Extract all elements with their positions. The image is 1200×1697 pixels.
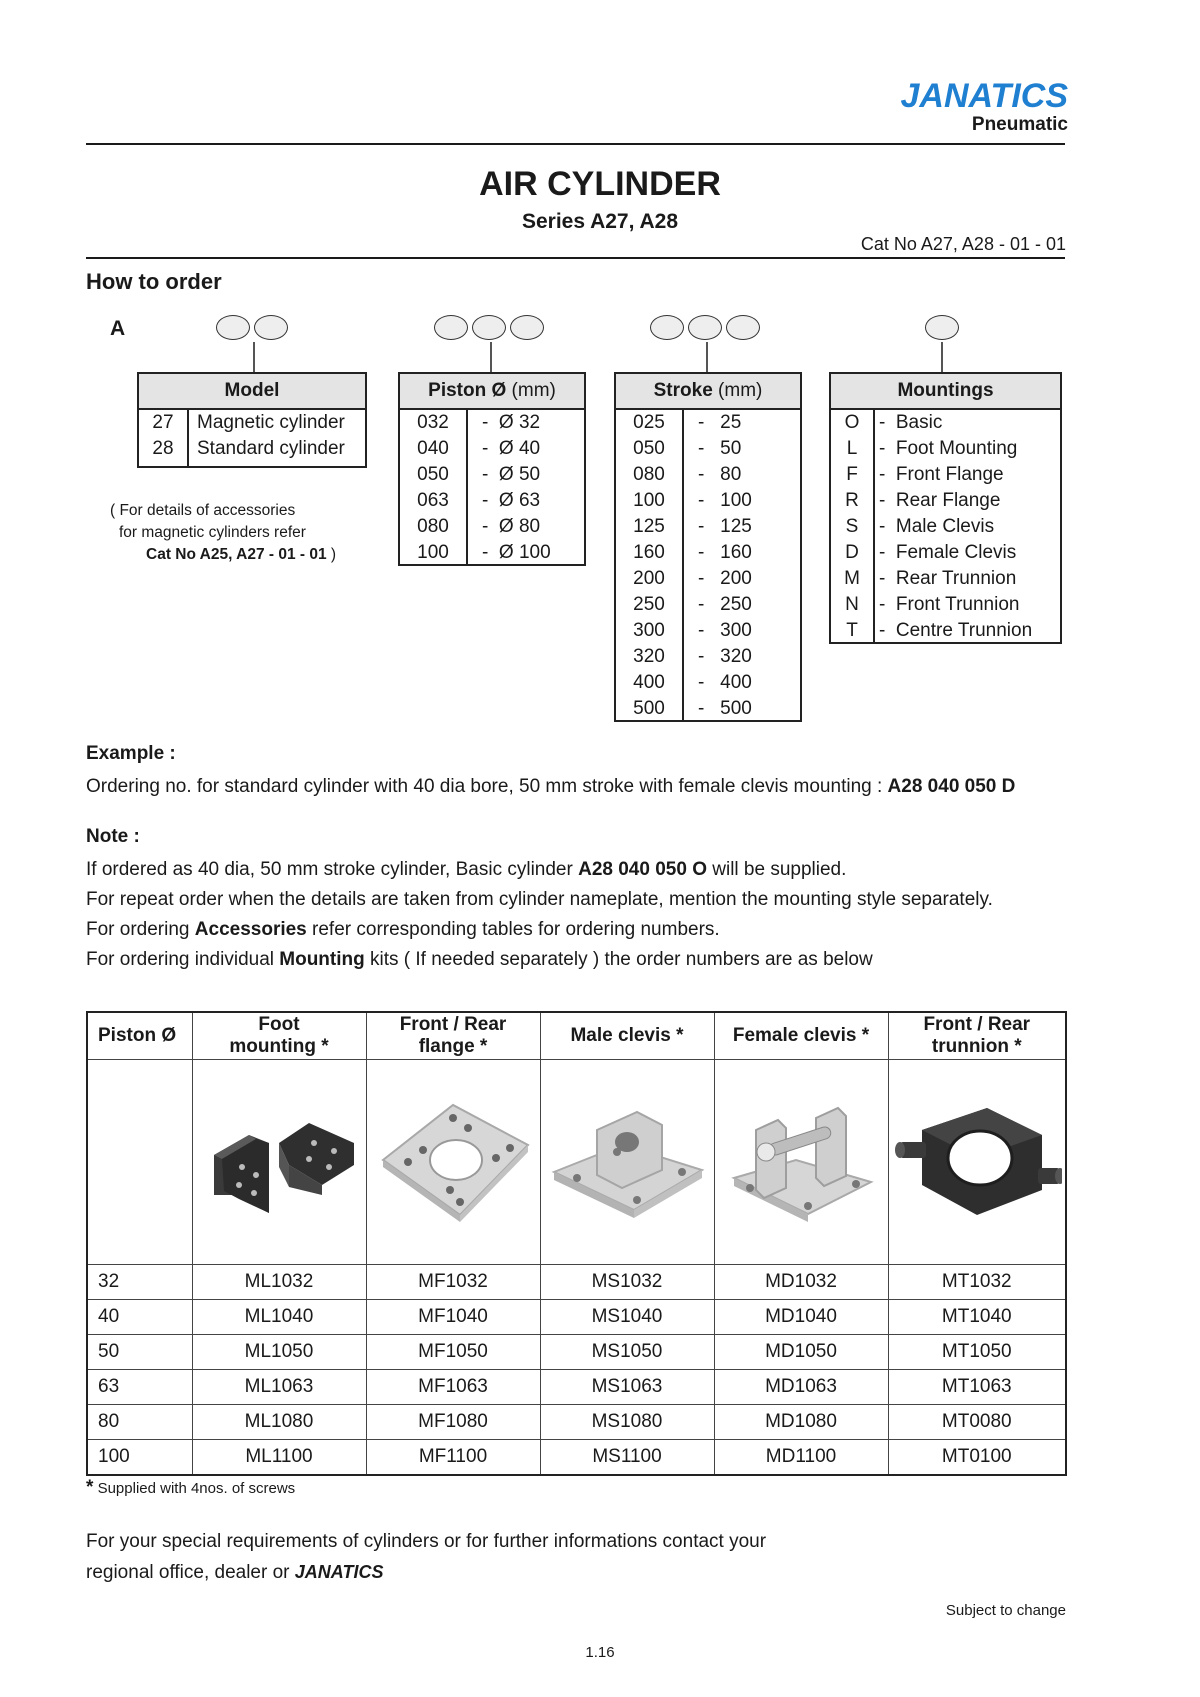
piston-row (400, 488, 584, 514)
piston-row-desc: - Ø 63 (482, 490, 541, 511)
piston-row-desc: - Ø 50 (482, 464, 541, 485)
piston-row-code: 080 (417, 516, 449, 537)
mounting-row-code: M (844, 568, 860, 589)
kits-header-female-clevis: Female clevis * (714, 1012, 888, 1060)
model-connector (253, 342, 255, 373)
kits-row (87, 1300, 1066, 1335)
stroke-row-desc: - 500 (698, 698, 752, 719)
kits-part-number-cell: MD1080 (714, 1405, 888, 1440)
kits-part-number-cell: MS1063 (540, 1370, 714, 1405)
mounting-row-desc: - Rear Flange (879, 490, 1001, 511)
stroke-row (616, 618, 800, 644)
mounting-slot-oval (925, 315, 959, 340)
note-heading: Note : (86, 826, 140, 847)
closing-brand: JANATICS (294, 1562, 384, 1582)
kits-row (87, 1335, 1066, 1370)
note-line-2: For repeat order when the details are taken from cylinder nameplate, mention the mounting style separately. (86, 889, 993, 910)
kits-header-trunnion: Front / Rear trunnion * (888, 1012, 1066, 1060)
brand-subtitle: Pneumatic (971, 114, 1068, 135)
kits-row (87, 1265, 1066, 1300)
kits-part-number-cell: MF1032 (366, 1265, 540, 1300)
stroke-slot-oval (726, 315, 760, 340)
model-table-header: Model (139, 374, 365, 410)
example-heading: Example : (86, 743, 176, 764)
mountings-table (829, 372, 1062, 644)
piston-row (400, 436, 584, 462)
stroke-row-code: 050 (633, 438, 665, 459)
stroke-row (616, 462, 800, 488)
brand-logo: JANATICS (900, 77, 1068, 115)
model-row-code: 28 (152, 438, 174, 459)
model-row-code: 27 (152, 412, 174, 433)
stroke-row-desc: - 160 (698, 542, 752, 563)
kits-part-number-cell: MF1040 (366, 1300, 540, 1335)
mounting-row-desc: - Front Trunnion (879, 594, 1020, 615)
mountings-table-rows (831, 410, 1060, 644)
stroke-row-desc: - 300 (698, 620, 752, 641)
subject-to-change: Subject to change (945, 1602, 1066, 1619)
header-rule (86, 143, 1065, 145)
stroke-row-code: 250 (633, 594, 665, 615)
kits-part-number-cell: ML1050 (192, 1335, 366, 1370)
stroke-connector (706, 342, 708, 373)
piston-row (400, 540, 584, 566)
trunnion-image (888, 1060, 1066, 1265)
stroke-slot-oval (688, 315, 722, 340)
stroke-row-code: 080 (633, 464, 665, 485)
stroke-row-code: 300 (633, 620, 665, 641)
kits-part-number-cell: MT1040 (888, 1300, 1066, 1335)
piston-table (398, 372, 586, 566)
mounting-row (831, 618, 1060, 644)
kits-part-number-cell: MT1063 (888, 1370, 1066, 1405)
mounting-row (831, 410, 1060, 436)
example-code: A28 040 050 D (887, 776, 1016, 797)
kits-part-number-cell: MS1050 (540, 1335, 714, 1370)
piston-table-header: Piston Ø (mm) (400, 374, 584, 410)
piston-row (400, 514, 584, 540)
example-text: Ordering no. for standard cylinder with 40 dia bore, 50 mm stroke with female clevis mounting : A28 040 050 D (86, 776, 1016, 797)
mounting-row (831, 436, 1060, 462)
female-clevis-image (714, 1060, 888, 1265)
stroke-table-header: Stroke (mm) (616, 374, 800, 410)
stroke-row (616, 644, 800, 670)
stroke-row-desc: - 200 (698, 568, 752, 589)
accessory-note (110, 500, 380, 566)
stroke-row-desc: - 50 (698, 438, 742, 459)
mounting-row-code: S (845, 516, 859, 537)
kits-part-number-cell: MD1040 (714, 1300, 888, 1335)
piston-row-desc: - Ø 32 (482, 412, 541, 433)
page-subtitle: Series A27, A28 (521, 210, 679, 233)
piston-row-code: 032 (417, 412, 449, 433)
note-line-1: If ordered as 40 dia, 50 mm stroke cylinder, Basic cylinder A28 040 050 O will be supplied. (86, 859, 847, 880)
closing-text (86, 1527, 766, 1588)
kits-part-number-cell: MF1063 (366, 1370, 540, 1405)
stroke-row-code: 500 (633, 698, 665, 719)
piston-connector (490, 342, 492, 373)
kits-part-number-cell: ML1063 (192, 1370, 366, 1405)
kits-piston-cell: 100 (87, 1440, 192, 1476)
stroke-table-rows (616, 410, 800, 722)
stroke-row (616, 670, 800, 696)
kits-part-number-cell: MF1100 (366, 1440, 540, 1476)
stroke-row (616, 696, 800, 722)
mounting-row-desc: - Foot Mounting (879, 438, 1018, 459)
kits-row (87, 1370, 1066, 1405)
model-row-desc: Standard cylinder (197, 438, 345, 459)
kits-header-row (87, 1012, 1066, 1060)
mounting-connector (941, 342, 943, 373)
piston-row-desc: - Ø 80 (482, 516, 541, 537)
kits-header-piston: Piston Ø (87, 1012, 192, 1060)
stroke-row (616, 592, 800, 618)
kits-part-number-cell: MS1040 (540, 1300, 714, 1335)
kits-part-number-cell: ML1040 (192, 1300, 366, 1335)
piston-row-desc: - Ø 100 (482, 542, 551, 563)
mounting-row-code: R (845, 490, 859, 511)
kits-header-flange: Front / Rear flange * (366, 1012, 540, 1060)
mountings-table-header: Mountings (831, 374, 1060, 410)
mounting-row-desc: - Front Flange (879, 464, 1004, 485)
stroke-row-desc: - 400 (698, 672, 752, 693)
model-table (137, 372, 367, 468)
kits-header-foot: Foot mounting * (192, 1012, 366, 1060)
kits-image-row (87, 1060, 1066, 1265)
footnote: * Supplied with 4nos. of screws (86, 1477, 296, 1498)
page-number: 1.16 (585, 1644, 615, 1661)
stroke-row-desc: - 100 (698, 490, 752, 511)
kits-part-number-cell: MF1080 (366, 1405, 540, 1440)
kits-part-number-cell: MT0100 (888, 1440, 1066, 1476)
accessory-note-close: ) (326, 546, 337, 563)
kits-row (87, 1405, 1066, 1440)
kits-part-number-cell: MD1050 (714, 1335, 888, 1370)
accessory-note-line: ( For details of accessories (110, 502, 296, 519)
stroke-slot-oval (650, 315, 684, 340)
kits-part-number-cell: MD1100 (714, 1440, 888, 1476)
mounting-kits-table (86, 1011, 1067, 1476)
stroke-row (616, 514, 800, 540)
model-row (139, 410, 365, 436)
piston-row-desc: - Ø 40 (482, 438, 541, 459)
mounting-row (831, 514, 1060, 540)
stroke-row (616, 410, 800, 436)
flange-image (366, 1060, 540, 1265)
stroke-row-code: 400 (633, 672, 665, 693)
stroke-row-desc: - 320 (698, 646, 752, 667)
piston-row-code: 040 (417, 438, 449, 459)
kits-part-number-cell: MF1050 (366, 1335, 540, 1370)
mounting-row (831, 462, 1060, 488)
piston-row-code: 100 (417, 542, 449, 563)
kits-piston-cell: 32 (87, 1265, 192, 1300)
note-line-4: For ordering individual Mounting kits ( If needed separately ) the order numbers are as below (86, 949, 873, 970)
male-clevis-image (540, 1060, 714, 1265)
kits-piston-cell: 63 (87, 1370, 192, 1405)
model-row (139, 436, 365, 462)
accessory-note-line: for magnetic cylinders refer (119, 524, 306, 541)
mounting-row-code: O (844, 412, 860, 433)
stroke-row-code: 200 (633, 568, 665, 589)
stroke-row (616, 540, 800, 566)
model-row-desc: Magnetic cylinder (197, 412, 345, 433)
kits-header-male-clevis: Male clevis * (540, 1012, 714, 1060)
piston-row-code: 063 (417, 490, 449, 511)
stroke-row-code: 160 (633, 542, 665, 563)
kits-part-number-cell: MT0080 (888, 1405, 1066, 1440)
kits-row (87, 1440, 1066, 1476)
kits-part-number-cell: MT1050 (888, 1335, 1066, 1370)
page-title: AIR CYLINDER (479, 165, 721, 203)
piston-row (400, 462, 584, 488)
piston-table-rows (400, 410, 584, 566)
kits-part-number-cell: MD1063 (714, 1370, 888, 1405)
stroke-row-desc: - 250 (698, 594, 752, 615)
stroke-row-code: 320 (633, 646, 665, 667)
stroke-row-code: 025 (633, 412, 665, 433)
mounting-row-desc: - Basic (879, 412, 943, 433)
model-slot-oval (216, 315, 250, 340)
note-line-3: For ordering Accessories refer corresponding tables for ordering numbers. (86, 919, 720, 940)
model-table-rows (139, 410, 365, 462)
accessory-note-catno: Cat No A25, A27 - 01 - 01 (146, 546, 327, 563)
mounting-row-code: D (845, 542, 859, 563)
stroke-row-code: 125 (633, 516, 665, 537)
stroke-row-desc: - 80 (698, 464, 742, 485)
kits-part-number-cell: MD1032 (714, 1265, 888, 1300)
stroke-row (616, 436, 800, 462)
catalog-number: Cat No A27, A28 - 01 - 01 (860, 234, 1066, 254)
kits-piston-cell: 50 (87, 1335, 192, 1370)
stroke-row (616, 566, 800, 592)
mounting-row (831, 540, 1060, 566)
piston-row (400, 410, 584, 436)
mounting-row-code: N (845, 594, 859, 615)
piston-slot-oval (434, 315, 468, 340)
image-cell-blank (87, 1060, 192, 1265)
closing-line-1: For your special requirements of cylinders or for further informations contact your (86, 1531, 767, 1552)
mounting-row-desc: - Rear Trunnion (879, 568, 1017, 589)
mounting-row-desc: - Centre Trunnion (879, 620, 1033, 641)
kits-part-number-cell: ML1080 (192, 1405, 366, 1440)
stroke-row-desc: - 125 (698, 516, 752, 537)
mounting-row-code: F (846, 464, 858, 485)
kits-piston-cell: 80 (87, 1405, 192, 1440)
piston-slot-oval (510, 315, 544, 340)
mounting-row (831, 566, 1060, 592)
piston-slot-oval (472, 315, 506, 340)
kits-part-number-cell: ML1100 (192, 1440, 366, 1476)
model-slot-oval (254, 315, 288, 340)
title-rule (86, 257, 1065, 259)
accessory-note-line (110, 544, 380, 566)
kits-part-number-cell: MT1032 (888, 1265, 1066, 1300)
foot-mounting-image (192, 1060, 366, 1265)
stroke-row-code: 100 (633, 490, 665, 511)
mounting-row-desc: - Female Clevis (879, 542, 1017, 563)
kits-part-number-cell: ML1032 (192, 1265, 366, 1300)
closing-line-2: regional office, dealer or JANATICS (86, 1562, 384, 1583)
how-to-order-heading: How to order (86, 269, 222, 294)
mounting-row-code: T (846, 620, 858, 641)
piston-row-code: 050 (417, 464, 449, 485)
stroke-table (614, 372, 802, 722)
stroke-row (616, 488, 800, 514)
stroke-row-desc: - 25 (698, 412, 742, 433)
mounting-row-desc: - Male Clevis (879, 516, 995, 537)
kits-piston-cell: 40 (87, 1300, 192, 1335)
kits-part-number-cell: MS1080 (540, 1405, 714, 1440)
mounting-row-code: L (846, 438, 858, 459)
mounting-row (831, 592, 1060, 618)
mounting-row (831, 488, 1060, 514)
order-prefix: A (110, 317, 126, 340)
kits-part-number-cell: MS1100 (540, 1440, 714, 1476)
kits-part-number-cell: MS1032 (540, 1265, 714, 1300)
